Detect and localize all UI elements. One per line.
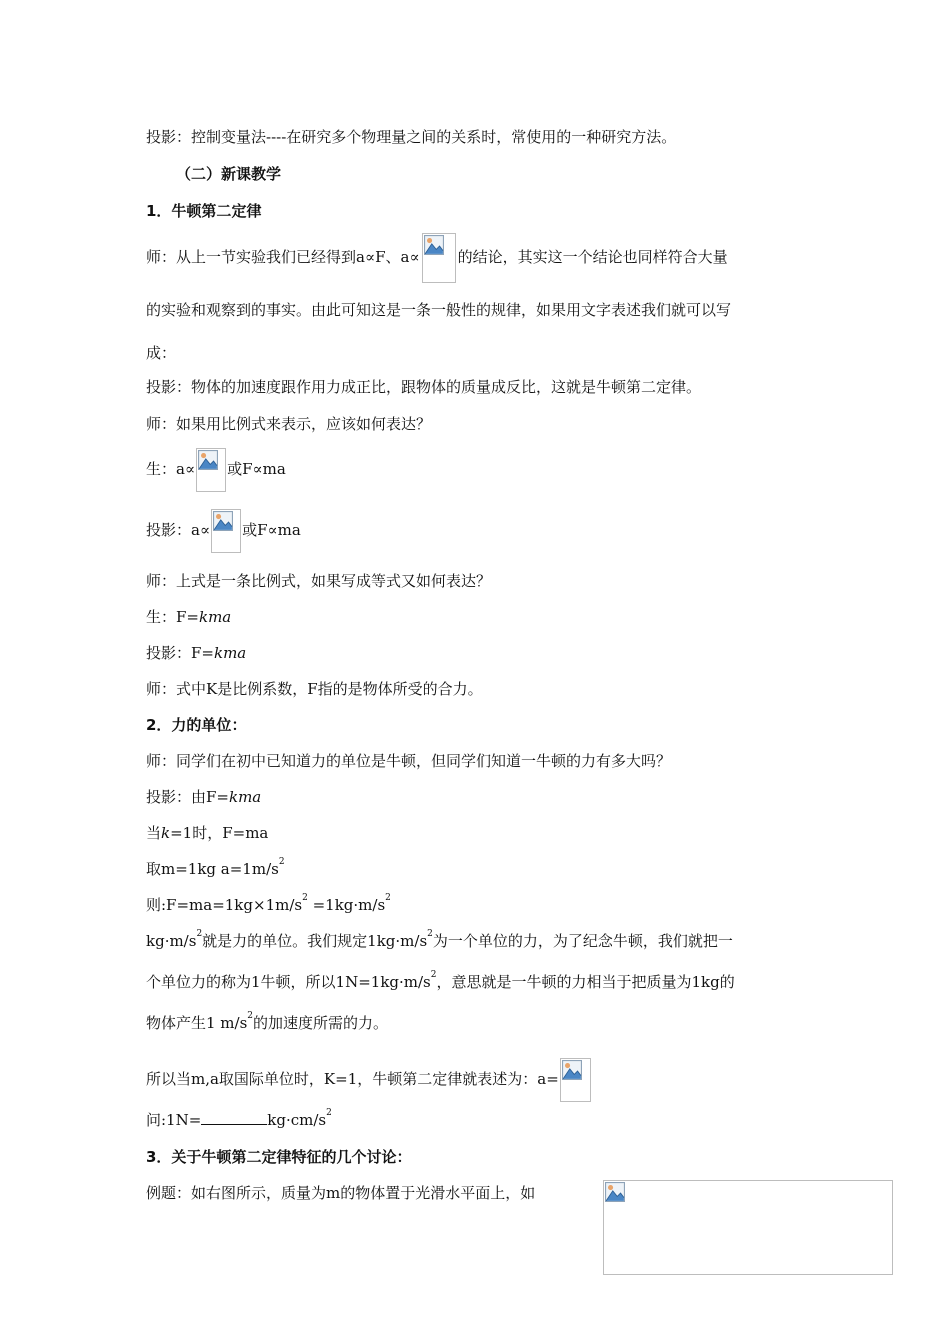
example-figure-placeholder xyxy=(603,1180,893,1275)
paragraph-take-values: 取m=1kg $a=1m/s^2$ xyxy=(146,857,285,878)
section-heading-new-lesson: （二）新课教学 xyxy=(176,165,282,183)
paragraph-when-k-equals-one: 当k=1时，F=ma xyxy=(146,824,269,842)
paragraph-teacher-conclusion: 师：从上一节实验我们已经得到a∝F、a∝ 的结论，其实这一个结论也同样符合大量 xyxy=(146,233,728,283)
paragraph-projection-control-variables: 投影：控制变量法----在研究多个物理量之间的关系时，常使用的一种研究方法。 xyxy=(146,128,677,146)
formula-image-placeholder xyxy=(422,233,456,283)
heading-newton-second-law: 1．牛顿第二定律 xyxy=(146,202,262,220)
paragraph-example-problem: 例题：如右图所示，质量为m的物体置于光滑水平面上，如 xyxy=(146,1184,536,1202)
broken-image-icon xyxy=(605,1182,625,1202)
paragraph-projection-proportion: 投影：a∝ 或F∝ma xyxy=(146,509,301,553)
paragraph-student-equation: 生：F=kma xyxy=(146,608,232,626)
broken-image-icon xyxy=(198,450,218,470)
paragraph-teacher-question-proportion: 师：如果用比例式来表示，应该如何表达？ xyxy=(146,415,432,433)
paragraph-projection-equation: 投影：F=kma xyxy=(146,644,247,662)
heading-discussion-features: 3．关于牛顿第二定律特征的几个讨论： xyxy=(146,1148,412,1166)
answer-blank xyxy=(201,1110,267,1125)
paragraph-question-fill-blank: 问:1N= $kg\cdot cm/s^2$ xyxy=(146,1108,332,1129)
paragraph-projection-from-equation: 投影：由F=kma xyxy=(146,788,262,806)
paragraph-continuation-end: 成： xyxy=(146,344,177,362)
paragraph-unit-definition-cont: 个单位力的称为1牛顿，所以$1N=1kg\cdot m/s^2$，意思就是一牛顿的力相当于把质量为1kg的 xyxy=(146,970,735,991)
broken-image-icon xyxy=(562,1060,582,1080)
paragraph-teacher-newton-size: 师：同学们在初中已知道力的单位是牛顿，但同学们知道一牛顿的力有多大吗？ xyxy=(146,752,672,770)
paragraph-student-proportion: 生：a∝ 或F∝ma xyxy=(146,448,286,492)
paragraph-projection-law-statement: 投影：物体的加速度跟作用力成正比，跟物体的质量成反比，这就是牛顿第二定律。 xyxy=(146,378,702,396)
paragraph-si-units-law: 所以当m,a取国际单位时，K=1，牛顿第二定律就表述为：a= xyxy=(146,1058,591,1102)
paragraph-calculation: 则$:F=ma=1kg\times 1m/s^2 =1kg\cdot m/s^2$ xyxy=(146,893,391,914)
paragraph-unit-definition: $kg\cdot m/s^2$就是力的单位。我们规定$1kg\cdot m/s^2$为一个单位的力，为了纪念牛顿，我们就把一 xyxy=(146,929,733,950)
formula-image-placeholder xyxy=(196,448,226,492)
paragraph-continuation: 的实验和观察到的事实。由此可知这是一条一般性的规律，如果用文字表述我们就可以写 xyxy=(146,301,732,319)
paragraph-unit-definition-end: 物体产生1 $m/s^2$的加速度所需的力。 xyxy=(146,1011,389,1032)
formula-image-placeholder xyxy=(211,509,241,553)
broken-image-icon xyxy=(424,235,444,255)
paragraph-teacher-coefficient: 师：式中K是比例系数，F指的是物体所受的合力。 xyxy=(146,680,483,698)
broken-image-icon xyxy=(213,511,233,531)
formula-image-placeholder xyxy=(560,1058,591,1102)
heading-unit-of-force: 2．力的单位： xyxy=(146,716,247,734)
paragraph-teacher-equation-question: 师：上式是一条比例式，如果写成等式又如何表达？ xyxy=(146,572,492,590)
